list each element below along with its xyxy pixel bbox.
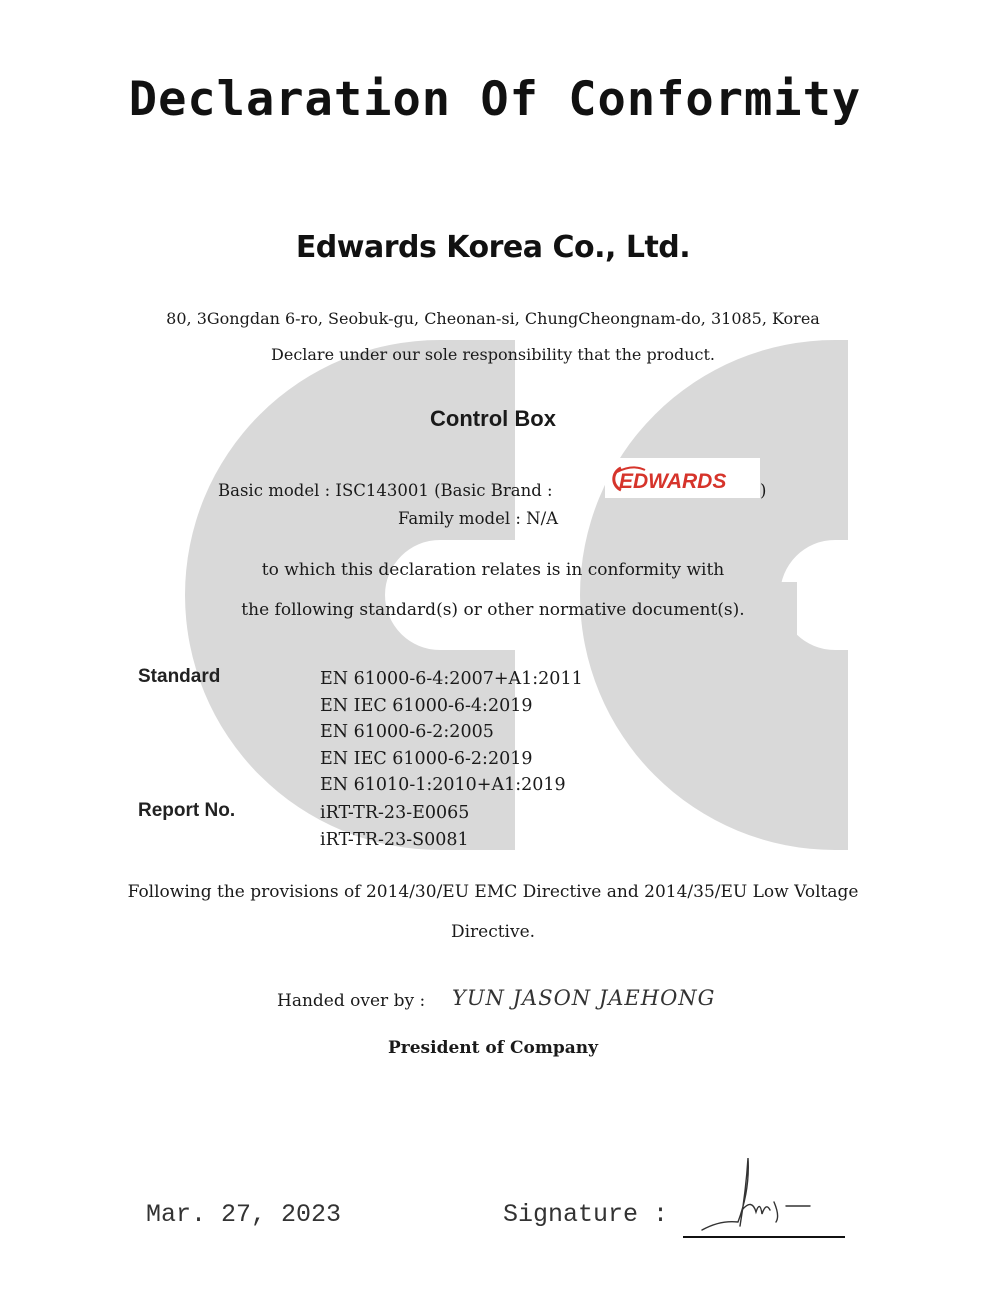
signatory-position: President of Company [388, 1038, 598, 1058]
edwards-logo-icon [605, 458, 760, 498]
signature-line [683, 1236, 845, 1238]
standards-list [320, 666, 583, 799]
report-item: iRT-TR-23-S0081 [320, 829, 469, 850]
declaration-statement: Declare under our sole responsibility that the product. [271, 345, 715, 364]
family-model-text: Family model : N/A [398, 509, 559, 528]
reports-list [320, 800, 469, 853]
handed-over-label: Handed over by : [277, 991, 426, 1011]
signature-scribble-icon [690, 1150, 830, 1240]
provisions-line1: Following the provisions of 2014/30/EU EMC Directive and 2014/35/EU Low Voltage [127, 882, 859, 902]
company-name: Edwards Korea Co., Ltd. [295, 230, 691, 265]
conformity-statement-line2: the following standard(s) or other normative document(s). [241, 600, 745, 620]
basic-model-text: Basic model : ISC143001 (Basic Brand : [218, 481, 553, 500]
document-title: Declaration Of Conformity [128, 72, 862, 127]
standard-item: EN 61010-1:2010+A1:2019 [320, 775, 566, 795]
provisions-line2: Directive. [450, 922, 536, 942]
product-name: Control Box [430, 406, 556, 431]
standard-item: EN IEC 61000-6-4:2019 [320, 695, 533, 716]
report-label: Report No. [138, 800, 236, 821]
conformity-statement-line1: to which this declaration relates is in conformity with [261, 560, 725, 580]
standard-item: EN 61000-6-4:2007+A1:2011 [320, 669, 583, 689]
report-item: iRT-TR-23-E0065 [320, 803, 470, 823]
standard-item: EN IEC 61000-6-2:2019 [320, 748, 533, 769]
company-address: 80, 3Gongdan 6-ro, Seobuk-gu, Cheonan-si, ChungCheongnam-do, 31085, Korea [166, 309, 820, 328]
standard-label: Standard [138, 666, 221, 687]
svg-text:EDWARDS: EDWARDS [619, 470, 727, 493]
handed-over-name: YUN JASON JAEHONG [452, 986, 716, 1010]
brand-close-paren: ) [760, 481, 767, 500]
signature-label: Signature : [503, 1200, 669, 1229]
declaration-date: Mar. 27, 2023 [146, 1200, 342, 1229]
standard-item: EN 61000-6-2:2005 [320, 722, 494, 742]
